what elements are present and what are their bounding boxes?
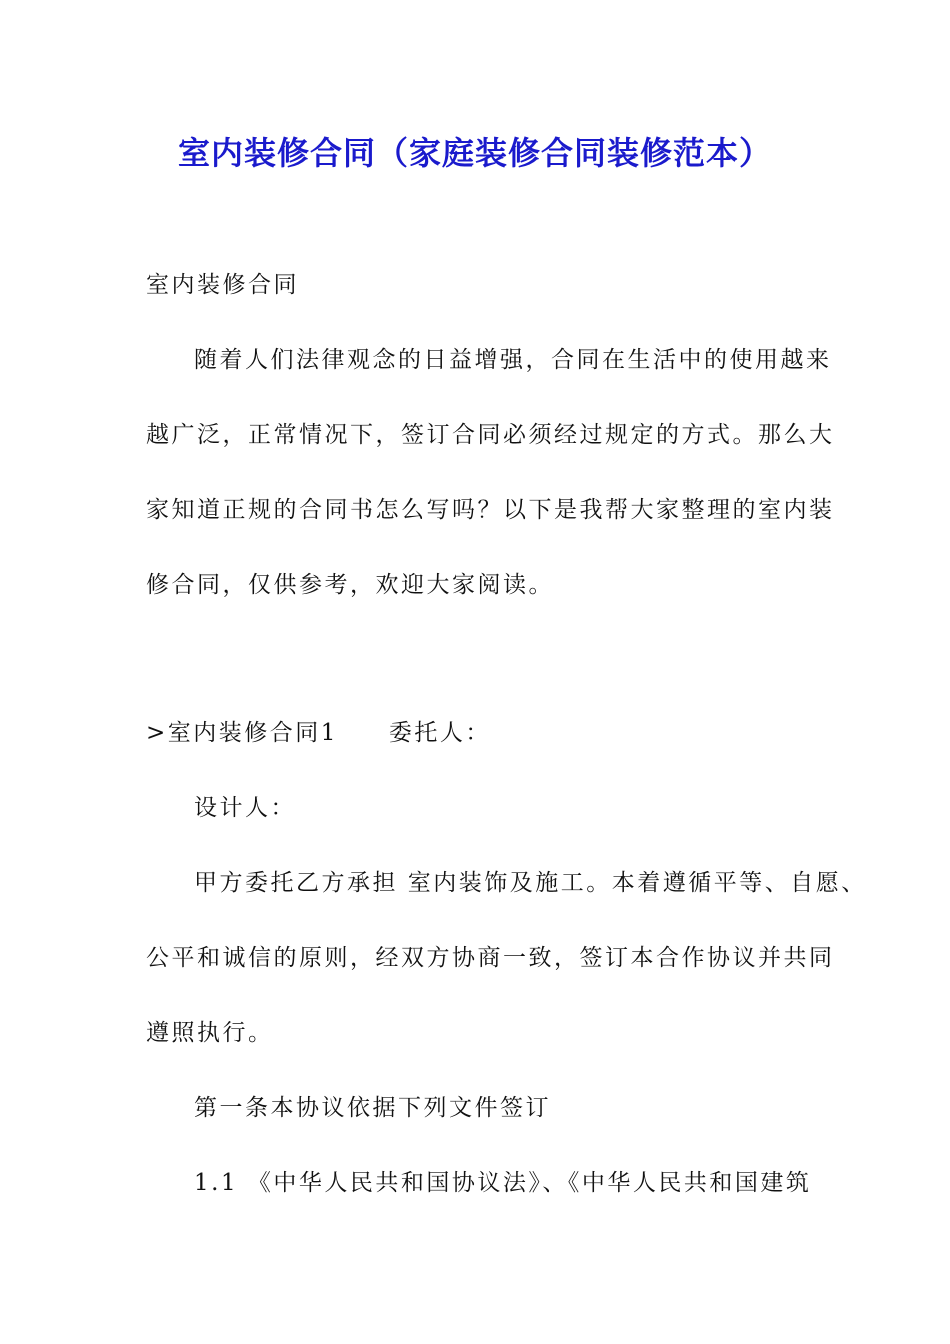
- paragraph-line: 随着人们法律观念的日益增强，合同在生活中的使用越来: [194, 347, 832, 373]
- paragraph-line: 越广泛，正常情况下，签订合同必须经过规定的方式。那么大: [146, 422, 835, 448]
- article-heading: 第一条本协议依据下列文件签订: [194, 1095, 551, 1121]
- paragraph-line: 遵照执行。: [146, 1020, 274, 1046]
- paragraph-line: 修合同，仅供参考，欢迎大家阅读。: [146, 572, 554, 598]
- paragraph-line: 甲方委托乙方承担 室内装饰及施工。本着遵循平等、自愿、: [194, 870, 867, 896]
- paragraph-line: 公平和诚信的原则，经双方协商一致，签订本合作协议并共同: [146, 945, 835, 971]
- paragraph-line: 家知道正规的合同书怎么写吗？以下是我帮大家整理的室内装: [146, 497, 835, 523]
- section-heading: 室内装修合同: [146, 272, 299, 298]
- contract-heading-line: >室内装修合同1 委托人：: [146, 720, 491, 746]
- designer-line: 设计人：: [194, 795, 296, 821]
- document-title: 室内装修合同（家庭装修合同装修范本）: [177, 134, 772, 172]
- clause-line: 1.1 《中华人民共和国协议法》、《中华人民共和国建筑: [194, 1170, 812, 1196]
